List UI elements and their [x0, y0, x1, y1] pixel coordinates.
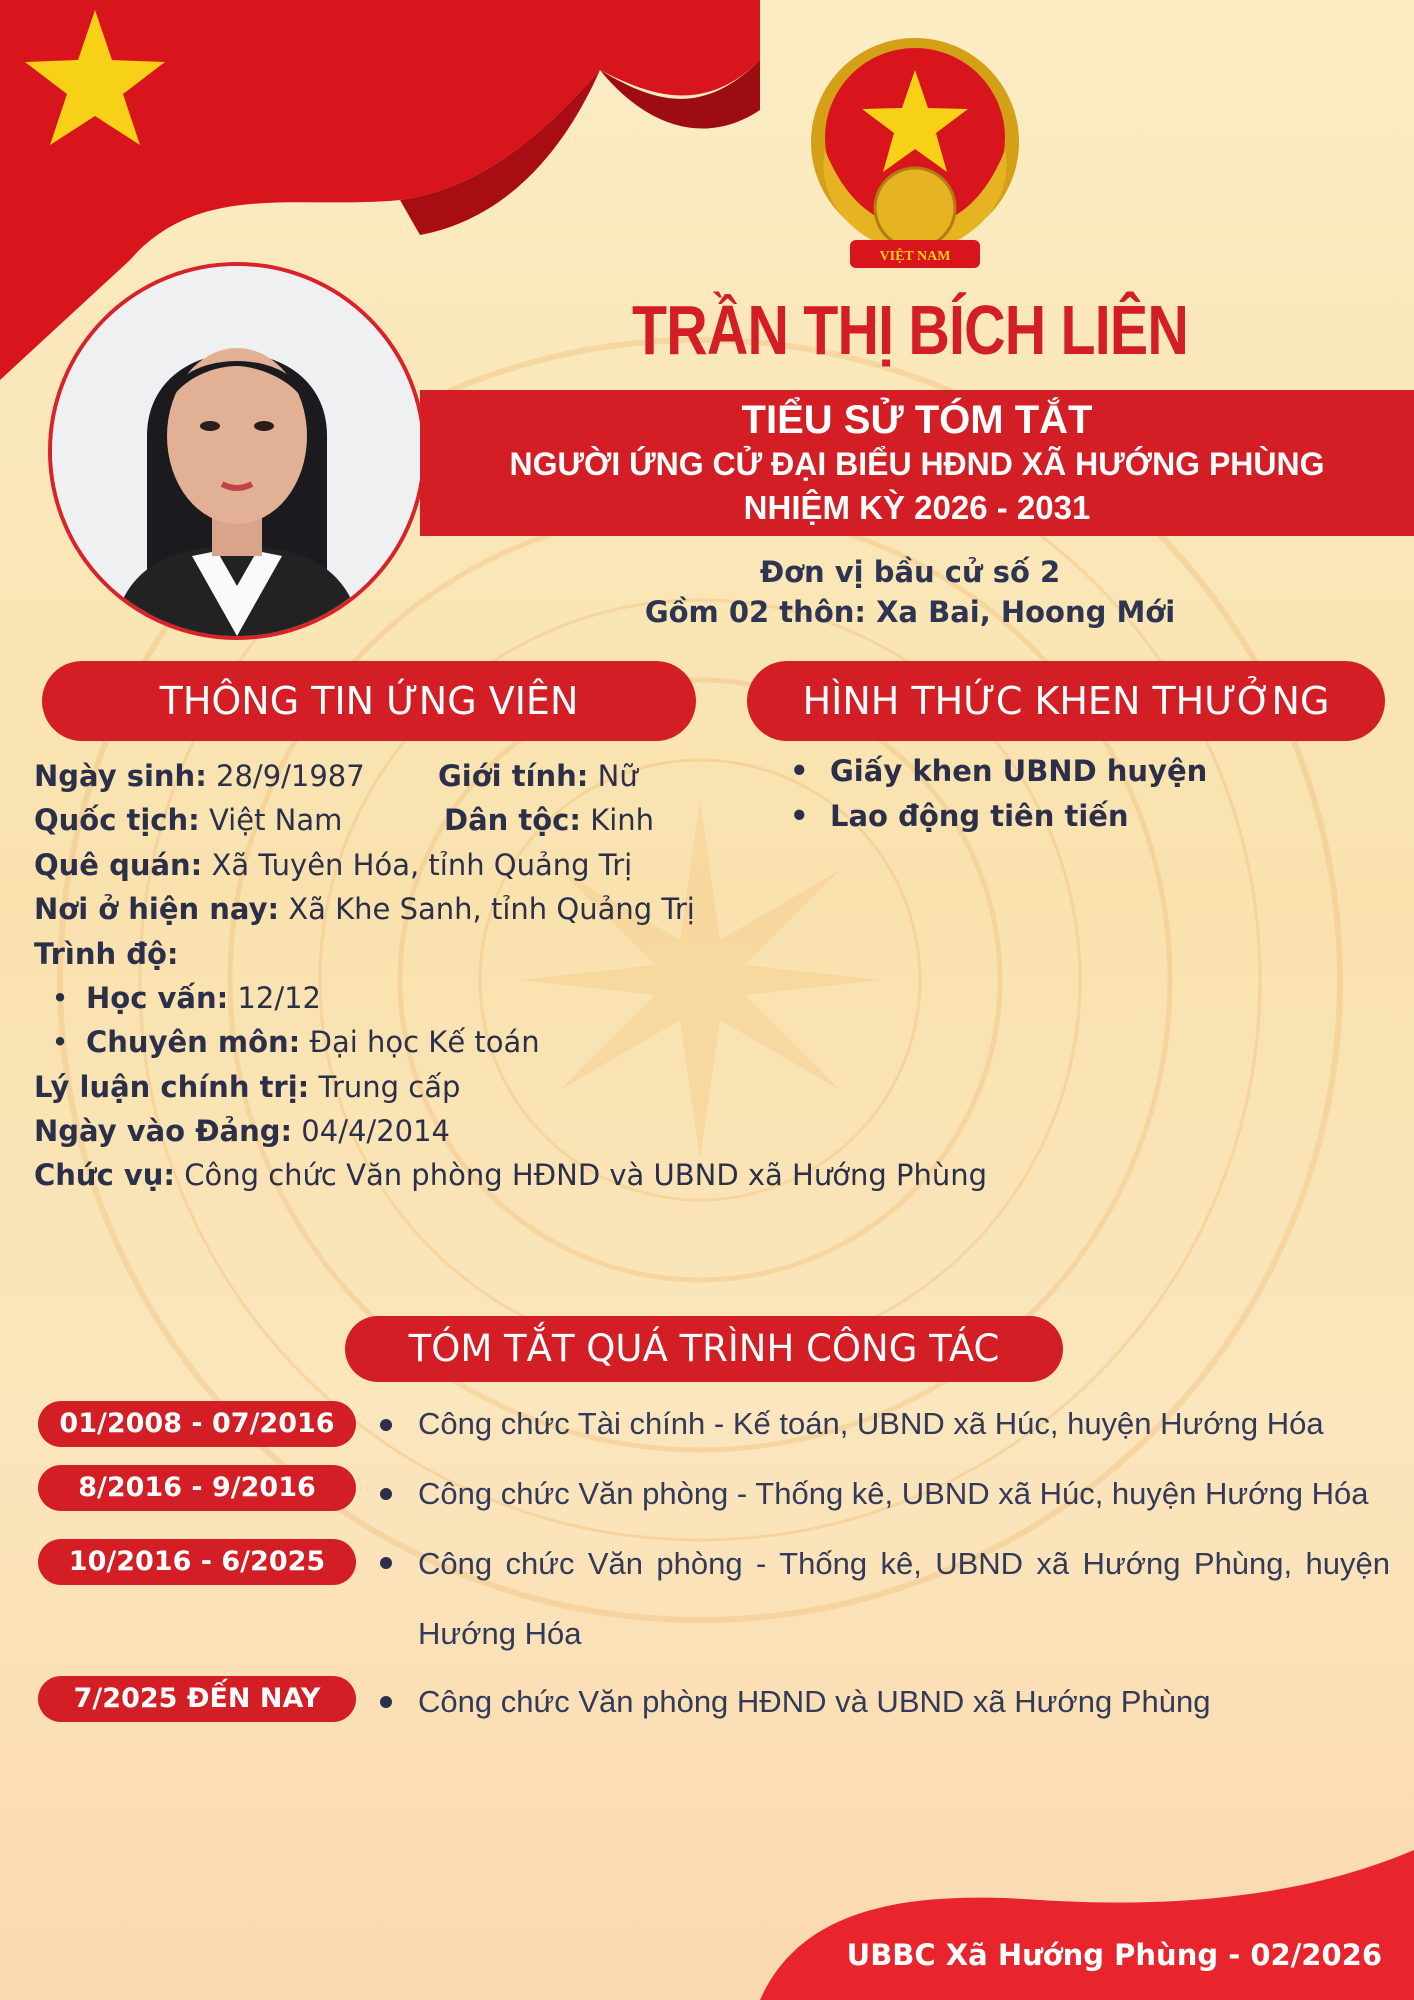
- footer-text: UBBC Xã Hướng Phùng - 02/2026: [846, 1938, 1382, 1972]
- gender-value: Nữ: [597, 759, 638, 793]
- national-emblem-icon: [795, 30, 1035, 280]
- electoral-unit: Đơn vị bầu cử số 2: [759, 555, 1061, 589]
- info-party-row: [34, 1109, 450, 1153]
- candidate-name: TRẦN THỊ BÍCH LIÊN: [631, 291, 1189, 369]
- major-label: Chuyên môn:: [86, 1025, 301, 1059]
- gender-label: Giới tính:: [438, 759, 589, 793]
- awards-heading: HÌNH THỨC KHEN THƯỞNG: [747, 661, 1385, 741]
- bullet-icon: •: [51, 1025, 69, 1059]
- position-label: Chức vụ:: [34, 1158, 176, 1192]
- bullet-icon: [380, 1488, 392, 1500]
- dob-value: 28/9/1987: [216, 759, 365, 793]
- major-value: Đại học Kế toán: [309, 1025, 540, 1059]
- info-gender-row: [438, 754, 638, 798]
- info-general-row: [34, 976, 321, 1020]
- bullet-icon: •: [51, 981, 69, 1015]
- ethnicity-label: Dân tộc:: [444, 803, 581, 837]
- residence-label: Nơi ở hiện nay:: [34, 892, 280, 926]
- info-education-row: [34, 932, 179, 976]
- info-hometown-row: [34, 843, 632, 887]
- info-politics-row: [34, 1065, 460, 1109]
- career-heading: TÓM TẮT QUÁ TRÌNH CÔNG TÁC: [345, 1316, 1063, 1382]
- info-major-row: [34, 1020, 540, 1064]
- career-period: 01/2008 - 07/2016: [38, 1401, 356, 1447]
- hometown-value: Xã Tuyên Hóa, tỉnh Quảng Trị: [211, 848, 633, 882]
- bullet-icon: [380, 1696, 392, 1708]
- info-nationality-row: [34, 798, 342, 842]
- party-value: 04/4/2014: [301, 1114, 450, 1148]
- bullet-icon: [380, 1419, 392, 1431]
- career-period: 10/2016 - 6/2025: [38, 1539, 356, 1585]
- career-description: Công chức Văn phòng - Thống kê, UBND xã Húc, huyện Hướng Hóa: [418, 1476, 1369, 1511]
- general-label: Học vấn:: [86, 981, 229, 1015]
- candidate-info-heading: THÔNG TIN ỨNG VIÊN: [42, 661, 696, 741]
- banner-term: NHIỆM KỲ 2026 - 2031: [743, 489, 1091, 526]
- education-label: Trình độ:: [34, 937, 179, 971]
- position-value: Công chức Văn phòng HĐND và UBND xã Hướng Phùng: [184, 1158, 988, 1192]
- banner-subtitle: NGƯỜI ỨNG CỬ ĐẠI BIỂU HĐND XÃ HƯỚNG PHÙNG: [509, 446, 1325, 482]
- career-period: 8/2016 - 9/2016: [38, 1465, 356, 1511]
- career-description: Công chức Văn phòng - Thống kê, UBND xã Hướng Phùng, huyện Hướng Hóa: [418, 1546, 1390, 1651]
- career-description: Công chức Tài chính - Kế toán, UBND xã Húc, huyện Hướng Hóa: [418, 1406, 1324, 1441]
- electoral-villages: Gồm 02 thôn: Xa Bai, Hoong Mới: [644, 595, 1176, 629]
- party-label: Ngày vào Đảng:: [34, 1114, 293, 1148]
- politics-label: Lý luận chính trị:: [34, 1070, 310, 1104]
- career-description: Công chức Văn phòng HĐND và UBND xã Hướng Phùng: [418, 1684, 1211, 1719]
- politics-value: Trung cấp: [318, 1070, 461, 1104]
- bullet-icon: [380, 1557, 392, 1569]
- nationality-label: Quốc tịch:: [34, 803, 200, 837]
- info-residence-row: [34, 887, 695, 931]
- award-item: • Giấy khen UBND huyện: [790, 749, 1207, 794]
- awards-list: [790, 749, 1207, 839]
- residence-value: Xã Khe Sanh, tỉnh Quảng Trị: [288, 892, 695, 926]
- svg-text:VIỆT NAM: VIỆT NAM: [879, 249, 951, 264]
- career-period: 7/2025 ĐẾN NAY: [38, 1676, 356, 1722]
- info-position-row: [34, 1153, 987, 1197]
- info-ethnicity-row: [444, 798, 654, 842]
- title-banner: [420, 390, 1414, 536]
- award-item: • Lao động tiên tiến: [790, 794, 1207, 839]
- candidate-portrait: [48, 262, 426, 640]
- banner-title: TIỂU SỬ TÓM TẮT: [741, 398, 1093, 442]
- dob-label: Ngày sinh:: [34, 759, 207, 793]
- info-dob-row: [34, 754, 365, 798]
- footer-wave: [0, 1850, 1414, 2000]
- nationality-value: Việt Nam: [208, 803, 343, 837]
- general-value: 12/12: [237, 981, 321, 1015]
- ethnicity-value: Kinh: [590, 803, 655, 837]
- hometown-label: Quê quán:: [34, 848, 203, 882]
